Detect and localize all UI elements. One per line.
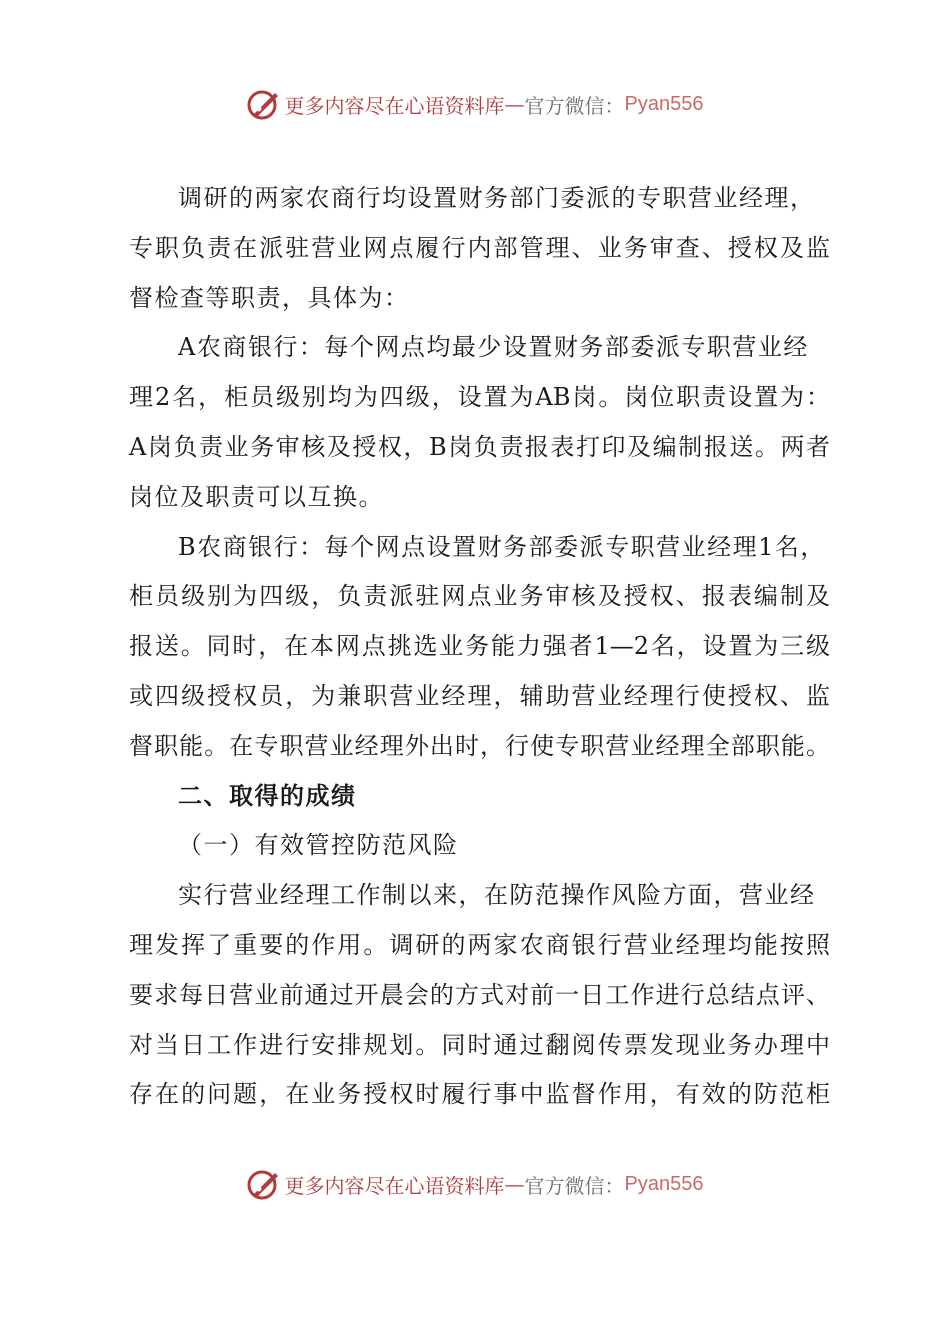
subsection-heading: （一）有效管控防范风险 — [178, 831, 459, 860]
pen-logo-icon — [247, 1167, 281, 1201]
banner-dash: — — [504, 92, 525, 116]
pen-logo-icon — [247, 87, 281, 121]
site-name: 更多内容尽在心语资料库 — [284, 93, 505, 118]
text-line: B农商银行：每个网点设置财务部委派专职营业经理1名， — [178, 532, 826, 561]
text-line: 柜员级别为四级，负责派驻网点业务审核及授权、报表编制及 — [129, 582, 830, 611]
text-line: A农商银行：每个网点均最少设置财务部委派专职营业经 — [178, 333, 809, 362]
wechat-id: Pyan556 — [624, 1172, 704, 1195]
wechat-id: Pyan556 — [624, 92, 704, 115]
site-name: 更多内容尽在心语资料库 — [284, 1173, 505, 1198]
document-body — [129, 174, 830, 1120]
text-line: 理2名，柜员级别均为四级，设置为AB岗。岗位职责设置为： — [129, 383, 830, 412]
text-line: 要求每日营业前通过开晨会的方式对前一日工作进行总结点评、 — [129, 980, 830, 1009]
text-line: 专职负责在派驻营业网点履行内部管理、业务审查、授权及监 — [129, 233, 830, 262]
banner-dash: — — [504, 1172, 525, 1196]
section-heading: 二、取得的成绩 — [178, 781, 357, 810]
footer-watermark-banner — [0, 1164, 950, 1204]
text-line: 督职能。在专职营业经理外出时，行使专职营业经理全部职能。 — [129, 731, 830, 760]
wechat-label: 官方微信： — [524, 1173, 625, 1198]
text-line: 督检查等职责，具体为： — [129, 283, 410, 312]
text-line: 报送。同时，在本网点挑选业务能力强者1—2名，设置为三级 — [129, 632, 830, 661]
text-line: A岗负责业务审核及授权，B岗负责报表打印及编制报送。两者 — [129, 432, 830, 461]
text-line: 对当日工作进行安排规划。同时通过翻阅传票发现业务办理中 — [129, 1030, 830, 1059]
text-line: 存在的问题，在业务授权时履行事中监督作用，有效的防范柜 — [129, 1080, 830, 1109]
text-line: 调研的两家农商行均设置财务部门委派的专职营业经理， — [178, 184, 816, 212]
wechat-label: 官方微信： — [524, 93, 625, 118]
text-line: 理发挥了重要的作用。调研的两家农商银行营业经理均能按照 — [129, 930, 830, 959]
text-line: 或四级授权员，为兼职营业经理，辅助营业经理行使授权、监 — [129, 681, 830, 710]
text-line: 岗位及职责可以互换。 — [129, 482, 384, 511]
header-watermark-banner — [0, 84, 950, 124]
text-line: 实行营业经理工作制以来，在防范操作风险方面，营业经 — [178, 881, 816, 910]
